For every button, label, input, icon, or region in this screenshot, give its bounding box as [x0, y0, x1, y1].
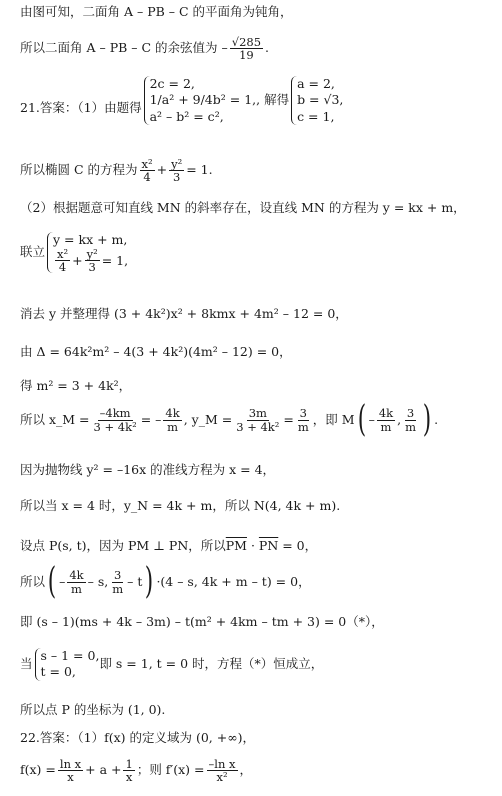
xm-frac-2-den: m — [167, 419, 178, 434]
line14-mid2: – t — [127, 573, 143, 589]
m-coord-x-num: 4k — [378, 406, 394, 421]
text-line-1: 由图可知，二面角 A – PB – C 的平面角为钝角， — [20, 4, 293, 19]
cosine-num: √285 — [231, 35, 262, 49]
m-coord-y-den: m — [405, 419, 417, 434]
sys3-end: = 1, — [101, 252, 129, 268]
fx-frac-2-den: x — [125, 770, 133, 785]
vec-frac-2-num: 3 — [114, 568, 122, 583]
comma: , — [397, 411, 402, 427]
ym-frac-1-num: 3m — [248, 406, 267, 421]
vec-frac-2-den: m — [112, 581, 124, 596]
ellipse-y-num: y² — [171, 157, 183, 171]
ym-frac-2-num: 3 — [299, 406, 307, 421]
fx-frac-2-num: 1 — [125, 757, 133, 771]
m-coord-x-den: m — [380, 419, 392, 434]
line10-mid: ，即 M — [312, 411, 355, 427]
sys3-x-den: 4 — [58, 260, 67, 275]
line4-end: = 1. — [186, 162, 213, 178]
ym-frac-2-den: m — [297, 419, 309, 434]
system-1 — [144, 76, 257, 125]
fx-frac-2 — [123, 758, 134, 783]
line10-sep: , y_M = — [183, 411, 233, 427]
line16-pre: 当 — [20, 656, 33, 671]
fx-frac-1 — [58, 758, 83, 783]
system-1-eq-2: 1/a² + 9/4b² = 1, — [149, 92, 257, 108]
dot-op: · — [246, 538, 259, 553]
line19-sep: ；则 f′(x) = — [136, 762, 205, 778]
line10-end: . — [434, 411, 439, 427]
system-2 — [291, 76, 343, 125]
xm-frac-1-den: 3 + 4k² — [93, 419, 137, 434]
ellipse-x-den: 4 — [143, 170, 151, 185]
xm-frac-1-num: –4km — [99, 406, 131, 421]
sys3-x-num: x² — [57, 247, 69, 262]
text-line-12: 所以当 x = 4 时，y_N = 4k + m，所以 N(4, 4k + m). — [20, 498, 341, 513]
vec-frac-1-den: m — [71, 581, 82, 596]
line14-pre: 所以 — [20, 573, 46, 589]
vec-frac-2 — [110, 569, 125, 594]
q21-block — [20, 76, 343, 125]
system-2-eq-1: a = 2, — [297, 76, 335, 91]
text-line-9: 得 m² = 3 + 4k²， — [20, 378, 132, 393]
text-line-10 — [20, 399, 439, 440]
text-line-8: 由 Δ = 64k²m² – 4(3 + 4k²)(4m² – 12) = 0， — [20, 344, 292, 359]
line13-pre: 设点 P(s, t)，因为 PM ⊥ PN，所以 — [20, 538, 226, 553]
cosine-den: 19 — [239, 48, 254, 63]
text-line-18: 22.答案：（1）f(x) 的定义域为 (0, +∞)， — [20, 730, 255, 745]
text-line-15: 即 (s – 1)(ms + 4k – 3m) – t(m² + 4km – tm + 3) = 0（*）， — [20, 614, 384, 629]
right-paren: ) — [422, 399, 432, 440]
ym-frac-1 — [234, 407, 281, 432]
line14-mid1: – s, — [87, 573, 109, 589]
system-1-eq-3: a² – b² = c², — [149, 108, 224, 124]
m-coord-x — [377, 407, 395, 432]
text-line-13 — [20, 540, 317, 553]
line10-eq2: = — [283, 411, 294, 427]
line19-end: ， — [239, 762, 253, 778]
vec-frac-1-num: 4k — [69, 568, 84, 583]
system-2-eq-2: b = √3, — [297, 92, 344, 108]
line10-pre: 所以 x_M = — [20, 411, 90, 427]
line6-pre: 联立 — [20, 244, 46, 260]
fprime-num: –ln x — [208, 757, 236, 771]
line13-end: = 0， — [278, 538, 318, 553]
text-line-5: （2）根据题意可知直线 MN 的斜率存在，设直线 MN 的方程为 y = kx + m， — [20, 200, 466, 215]
q21-heading: 21.答案：（1）由题得 — [20, 100, 142, 116]
ym-frac-2 — [296, 407, 311, 432]
system-4 — [35, 648, 100, 681]
ellipse-x-num: x² — [141, 157, 153, 171]
xm-frac-2 — [163, 407, 181, 432]
line2-end: . — [265, 40, 270, 56]
text-line-7: 消去 y 并整理得 (3 + 4k²)x² + 8kmx + 4m² – 12 = 0， — [20, 306, 348, 321]
system-3 — [47, 232, 128, 273]
line2-text: 所以二面角 A – PB – C 的余弦值为 – — [20, 40, 228, 56]
m-coord-y — [403, 407, 418, 432]
cosine-fraction — [230, 36, 263, 61]
text-line-2 — [20, 36, 269, 61]
text-line-14 — [20, 561, 311, 602]
fx-frac-1-den: x — [67, 770, 74, 785]
fprime-den: x² — [216, 770, 228, 785]
line19-pre: f(x) = — [20, 762, 56, 778]
q21-mid: , 解得 — [256, 92, 290, 108]
ellipse-y-term — [169, 158, 184, 183]
line19-mid: + a + — [85, 762, 122, 778]
system-4-eq-1: s – 1 = 0, — [40, 648, 100, 663]
line16-end: 即 s = 1, t = 0 时，方程（*）恒成立， — [99, 656, 324, 671]
neg-sign: – — [368, 411, 375, 427]
right-paren-2: ) — [145, 561, 154, 602]
sys3-y-den: 3 — [88, 260, 96, 275]
sys3-y-frac — [85, 248, 100, 273]
sys3-x-frac — [55, 248, 70, 273]
neg-sign-2: – — [59, 573, 66, 589]
text-line-16 — [20, 648, 323, 681]
vector-pm: $\overline{PM}$ — [225, 538, 247, 553]
sys3-y-num: y² — [86, 247, 98, 262]
ym-frac-1-den: 3 + 4k² — [236, 419, 280, 434]
m-coord-y-num: 3 — [406, 406, 415, 421]
fprime-frac — [207, 758, 238, 783]
left-paren-2: ( — [47, 561, 57, 602]
vector-pn: $\overline{PN}$ — [258, 538, 279, 553]
vec-frac-1 — [67, 569, 85, 594]
text-line-6 — [20, 232, 128, 273]
system-1-eq-1: 2c = 2, — [149, 76, 195, 91]
text-line-19 — [20, 758, 252, 783]
plus-sign: + — [156, 162, 168, 178]
left-paren: ( — [357, 399, 366, 440]
xm-frac-2-num: 4k — [165, 406, 180, 421]
ellipse-y-den: 3 — [173, 170, 181, 185]
ellipse-x-term — [140, 158, 155, 183]
line4-pre: 所以椭圆 C 的方程为 — [20, 162, 138, 178]
text-line-17: 所以点 P 的坐标为 (1, 0). — [20, 702, 166, 717]
system-3-eq-2 — [53, 248, 128, 273]
fx-frac-1-num: ln x — [59, 757, 82, 771]
line14-end: ·(4 – s, 4k + m – t) = 0， — [156, 573, 311, 589]
system-3-eq-1: y = kx + m, — [53, 232, 128, 247]
text-line-4 — [20, 158, 213, 183]
sys3-plus: + — [72, 252, 83, 268]
system-4-eq-2: t = 0, — [40, 664, 76, 680]
text-line-11: 因为抛物线 y² = –16x 的准线方程为 x = 4， — [20, 462, 276, 477]
line10-eq1: = – — [140, 411, 162, 427]
xm-frac-1 — [92, 407, 139, 432]
system-2-eq-3: c = 1, — [297, 108, 335, 124]
